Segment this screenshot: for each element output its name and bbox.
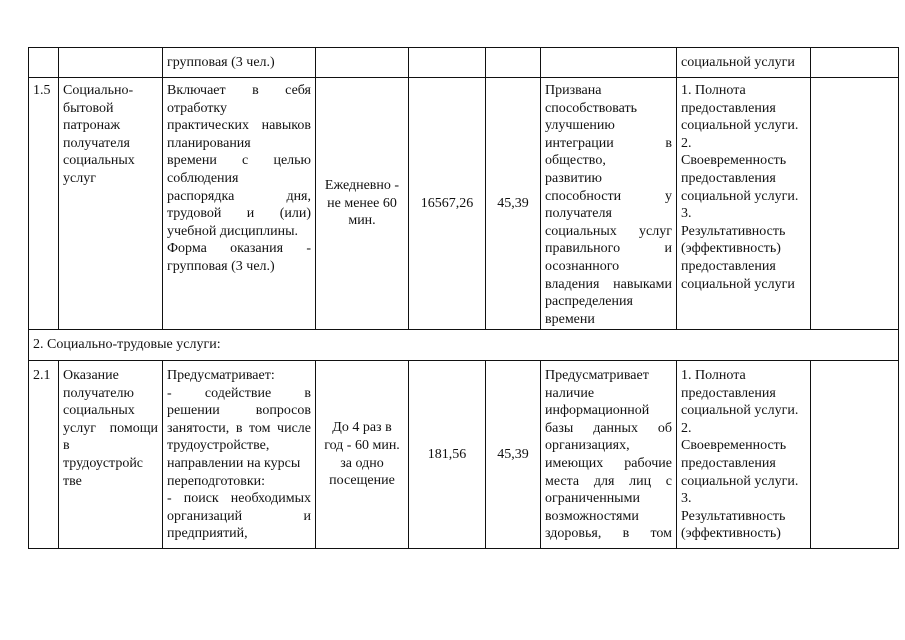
text-line: год - 60 мин. [324, 437, 400, 453]
text-line: 2. [681, 135, 692, 151]
text-line: за одно [340, 455, 384, 471]
cell-name [59, 361, 163, 549]
text-line: не менее 60 [327, 195, 397, 211]
cell-quality [677, 78, 811, 330]
text-line: услуг помощи [63, 420, 158, 436]
text-line: предоставления [681, 100, 776, 116]
text-line: способности у [545, 188, 672, 204]
text-line: (эффективность) [681, 526, 781, 542]
cell-quality [677, 361, 811, 549]
text-line: - содействие в [167, 385, 311, 401]
text-line: практических навыков [167, 118, 311, 134]
text-line: Форма оказания - [167, 241, 311, 257]
text-line: получателя [63, 135, 130, 151]
text-line: переподготовки: [167, 473, 266, 489]
text-line: - поиск необходимых [167, 491, 311, 507]
cell-name [59, 48, 163, 78]
text-line: мин. [348, 213, 376, 229]
text-line: социальной услуги. [681, 188, 799, 204]
text-line: тве [63, 473, 82, 489]
text-line: 1. Полнота [681, 83, 746, 98]
text-line: социальной услуги. [681, 118, 799, 134]
cell-purpose [541, 48, 677, 78]
cell-frequency [316, 78, 409, 330]
text-line: имеющих рабочие [545, 455, 672, 471]
text-line: предоставления [681, 258, 776, 274]
cell-description [163, 48, 316, 78]
cell-amount-1 [409, 361, 486, 549]
text-line: социальных услуг [545, 223, 672, 239]
text-line: в [63, 438, 70, 454]
text-line: 3. [681, 491, 692, 507]
cell-extra [811, 48, 899, 78]
services-table [28, 47, 899, 549]
cell-amount-1 [409, 48, 486, 78]
text-line: групповая (3 чел.) [167, 258, 275, 274]
section-title: 2. Социально-трудовые услуги: [33, 337, 221, 353]
text-line: планирования [167, 135, 251, 151]
text-line: осознанного [545, 258, 620, 274]
text-line: развитию [545, 170, 602, 186]
text-line: Ежедневно - [324, 178, 400, 194]
text-line: времени с целью [167, 153, 311, 169]
cell-frequency [316, 361, 409, 549]
text-line: бытовой [63, 100, 114, 116]
text-line: места для лиц с [545, 473, 672, 489]
text-line: предоставления [681, 455, 776, 471]
cell-purpose [541, 78, 677, 330]
text-line: наличие [545, 385, 595, 401]
text-line: возможностями [545, 508, 639, 524]
text-line: улучшению [545, 118, 615, 134]
text-line: социальной услуги. [681, 473, 799, 489]
cell-amount-1 [409, 78, 486, 330]
cell-number [29, 361, 59, 549]
text-line: социальных [63, 153, 135, 169]
text-line: групповая (3 чел.) [167, 55, 275, 70]
amount-value: 45,39 [497, 446, 529, 462]
text-line: здоровья, в том [545, 526, 672, 542]
cell-extra [811, 78, 899, 330]
text-line: услуг [63, 170, 96, 186]
text-line: До 4 раз в [332, 420, 392, 436]
text-line: социальной услуги [681, 55, 795, 70]
text-line: занятости, в том числе [167, 420, 311, 436]
text-line: базы данных об [545, 420, 672, 436]
text-line: способствовать [545, 100, 638, 116]
text-line: распределения [545, 294, 633, 310]
cell-amount-2 [486, 78, 541, 330]
cell-purpose [541, 361, 677, 549]
text-line: соблюдения [167, 170, 239, 186]
text-line: отработку [167, 100, 227, 116]
cell-amount-2 [486, 48, 541, 78]
amount-value: 181,56 [427, 446, 467, 462]
row-number: 1.5 [33, 83, 51, 98]
text-line: Результативность [681, 223, 786, 239]
text-line: предприятий, [167, 526, 248, 542]
text-line: Своевременность [681, 153, 787, 169]
cell-number [29, 78, 59, 330]
text-line: социальной услуги [681, 276, 795, 292]
cell-description [163, 361, 316, 549]
text-line: предоставления [681, 170, 776, 186]
text-line: Социально- [63, 83, 134, 98]
text-line: Предусматривает: [167, 368, 275, 383]
text-line: 2. [681, 420, 692, 436]
row-number: 2.1 [33, 368, 51, 383]
text-line: направлении на курсы [167, 455, 301, 471]
text-line: информационной [545, 403, 650, 419]
text-line: трудоустройс [63, 455, 144, 471]
text-line: Оказание [63, 368, 119, 383]
cell-name [59, 78, 163, 330]
text-line: получателя [545, 206, 612, 222]
text-line: трудоустройстве, [167, 438, 270, 454]
text-line: Своевременность [681, 438, 787, 454]
text-line: получателю [63, 385, 134, 401]
text-line: Призвана [545, 83, 602, 98]
text-line: социальных [63, 403, 135, 419]
cell-frequency [316, 48, 409, 78]
text-line: времени [545, 311, 595, 327]
text-line: Предусматривает [545, 368, 649, 383]
text-line: решении вопросов [167, 403, 311, 419]
text-line: владения навыками [545, 276, 672, 292]
cell-quality [677, 48, 811, 78]
text-line: социальной услуги. [681, 403, 799, 419]
section-header [29, 330, 899, 361]
text-line: Включает в себя [167, 83, 311, 98]
cell-extra [811, 361, 899, 549]
amount-value: 45,39 [497, 195, 529, 211]
text-line: правильного и [545, 241, 672, 257]
text-line: организациях, [545, 438, 630, 454]
text-line: 3. [681, 206, 692, 222]
text-line: организаций и [167, 508, 311, 524]
cell-number [29, 48, 59, 78]
text-line: общество, [545, 153, 606, 169]
text-line: (эффективность) [681, 241, 781, 257]
text-line: распорядка дня, [167, 188, 311, 204]
text-line: трудовой и (или) [167, 206, 311, 222]
text-line: 1. Полнота [681, 368, 746, 383]
cell-description [163, 78, 316, 330]
text-line: учебной дисциплины. [167, 223, 299, 239]
text-line: посещение [329, 473, 395, 489]
text-line: ограниченными [545, 491, 640, 507]
amount-value: 16567,26 [420, 195, 474, 211]
cell-amount-2 [486, 361, 541, 549]
text-line: предоставления [681, 385, 776, 401]
text-line: интеграции в [545, 135, 672, 151]
text-line: патронаж [63, 118, 121, 134]
text-line: Результативность [681, 508, 786, 524]
